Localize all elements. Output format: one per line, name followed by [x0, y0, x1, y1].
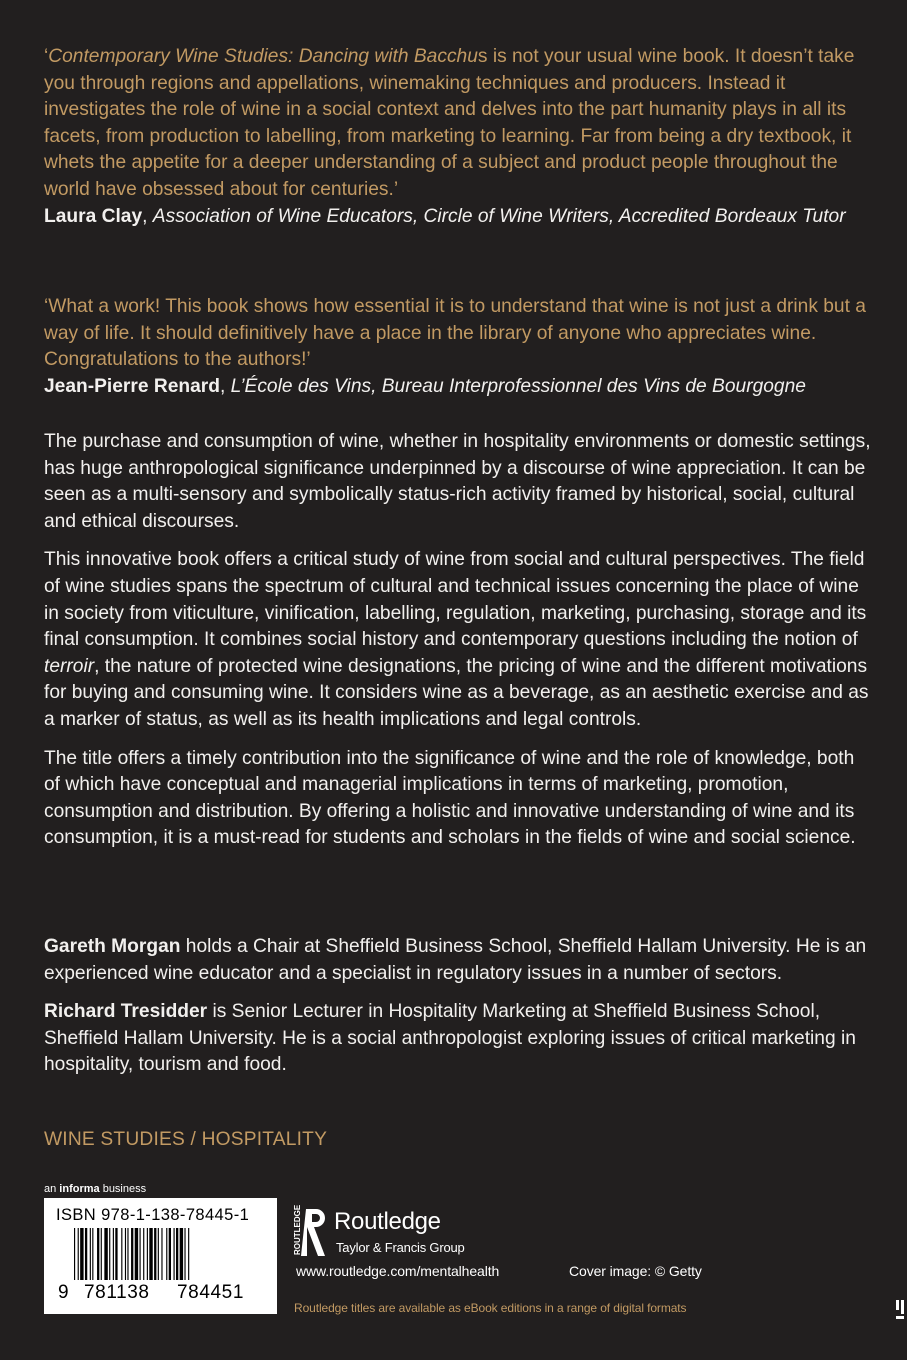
- barcode-bar: [188, 1228, 189, 1280]
- quote-affiliation: L’École des Vins, Bureau Interprofessionnel des Vins de Bourgogne: [230, 375, 806, 397]
- description-paragraph-3: The title offers a timely contribution into the significance of wine and the role of knowledge, both of which have conceptual and managerial implications in terms of marketing, promotion, consumption and distribution. By offering a holistic and innovative understanding of wine and its consumption, it is a must-read for students and scholars in the fields of wine and social science.: [44, 747, 856, 849]
- quote-laura-clay: [44, 44, 874, 230]
- barcode-bar: [158, 1228, 159, 1280]
- quote-attribution: Laura Clay, Association of Wine Educators, Circle of Wine Writers, Accredited Bordeaux Tutor: [44, 205, 846, 227]
- barcode-bar: [174, 1228, 175, 1280]
- barcode-bar: [97, 1228, 99, 1280]
- barcode-bar: [121, 1228, 122, 1280]
- barcode-bar: [140, 1228, 141, 1280]
- barcode-bar: [78, 1228, 79, 1280]
- isbn-barcode: ISBN 978-1-138-78445-1 9 781138 784451: [44, 1198, 277, 1314]
- description-paragraph-2: This innovative book offers a critical study of wine from social and cultural perspectives. The field of wine studies spans the spectrum of cultural and technical issues concerning the place of wine in society from viticulture, vinification, labelling, regulation, marketing, purchasing, storage and its final consumption. It combines social history and contemporary questions including the notion of terroir, the nature of protected wine designations, the pricing of wine and the different motivations for buying and consuming wine. It considers wine as a beverage, as an aesthetic exercise and as a marker of status, as well as its health implications and legal controls.: [44, 549, 869, 730]
- description-paragraph-1: The purchase and consumption of wine, whether in hospitality environments or domestic settings, has huge anthropological significance underpinned by a discourse of wine appreciation. It can be seen as a multi-sensory and symbolically status-rich activity framed by historical, social, cultural and ethical discourses.: [44, 431, 871, 532]
- author-bios: [44, 934, 874, 1079]
- book-title: Contemporary Wine Studies: Dancing with Bacchu: [48, 46, 478, 67]
- description: [44, 429, 874, 852]
- barcode-bar: [143, 1228, 144, 1280]
- barcode-bar: [131, 1228, 133, 1280]
- barcode-bar: [113, 1228, 114, 1280]
- cover-credit: Cover image: © Getty: [569, 1263, 702, 1279]
- spine-edge-mark: [893, 1298, 907, 1328]
- subject-category: WINE STUDIES / HOSPITALITY: [44, 1129, 328, 1150]
- barcode-bar: [104, 1228, 107, 1280]
- barcode-bars: [74, 1228, 264, 1280]
- barcode-bar: [80, 1228, 83, 1280]
- barcode-bar: [125, 1228, 126, 1280]
- barcode-bar: [176, 1228, 178, 1280]
- barcode-bar: [115, 1228, 117, 1280]
- barcode-bar: [74, 1228, 75, 1280]
- isbn-label: ISBN 978-1-138-78445-1: [56, 1206, 250, 1224]
- quote-text: ‘Contemporary Wine Studies: Dancing with Bacchus is not your usual wine book. It doesn’t take you through regions and appellations, winemaking techniques and producers. Instead it investigates the role of wine in a social context and delves into the part humanity plays in all its facets, from production to labelling, from marketing to learning. Far from being a dry textbook, it whets the appetite for a deeper understanding of a subject and product people throughout the world have obsessed about for centuries.’: [44, 46, 855, 200]
- author-bio-richard-tresidder: Richard Tresidder is Senior Lecturer in Hospitality Marketing at Sheffield Business School, Sheffield Hallam University. He is a social anthropologist exploring issues of critical marketing in hospitality, tourism and food.: [44, 1001, 856, 1076]
- barcode-bar: [169, 1228, 171, 1280]
- barcode-bar: [92, 1228, 93, 1280]
- quote-author: Laura Clay: [44, 205, 143, 227]
- barcode-bar: [166, 1228, 167, 1280]
- publisher-name: Routledge: [334, 1208, 441, 1235]
- barcode-bar: [101, 1228, 102, 1280]
- barcode-bar: [90, 1228, 91, 1280]
- barcode-bar: [161, 1228, 162, 1280]
- routledge-logo-icon: [292, 1205, 328, 1260]
- quote-affiliation: Association of Wine Educators, Circle of Wine Writers, Accredited Bordeaux Tutor: [152, 205, 846, 227]
- svg-text:ROUTLEDGE: ROUTLEDGE: [293, 1205, 302, 1255]
- barcode-bar: [184, 1228, 185, 1280]
- publisher-url[interactable]: www.routledge.com/mentalhealth: [296, 1263, 500, 1279]
- barcode-bar: [149, 1228, 152, 1280]
- quote-jean-pierre-renard: [44, 294, 874, 400]
- barcode-bar: [109, 1228, 110, 1280]
- quote-attribution: Jean-Pierre Renard, L’École des Vins, Bureau Interprofessionnel des Vins de Bourgogne: [44, 375, 806, 397]
- barcode-bar: [147, 1228, 148, 1280]
- quote-text: ‘What a work! This book shows how essential it is to understand that wine is not just a drink but a way of life. It should definitively have a place in the library of anyone who appreciates wine. Congratulations to the authors!’: [44, 296, 866, 371]
- author-bio-gareth-morgan: Gareth Morgan holds a Chair at Sheffield Business School, Sheffield Hallam University. He is an experienced wine educator and a specialist in regulatory issues in a number of sectors.: [44, 936, 867, 984]
- publisher-group: Taylor & Francis Group: [336, 1240, 465, 1255]
- barcode-bar: [180, 1228, 183, 1280]
- barcode-bar: [135, 1228, 138, 1280]
- barcode-bar: [127, 1228, 128, 1280]
- quote-author: Jean-Pierre Renard: [44, 375, 220, 397]
- barcode-bar: [85, 1228, 87, 1280]
- ebook-note: Routledge titles are available as eBook editions in a range of digital formats: [294, 1301, 687, 1315]
- barcode-bar: [154, 1228, 156, 1280]
- informa-business-label: an informa business: [44, 1183, 147, 1195]
